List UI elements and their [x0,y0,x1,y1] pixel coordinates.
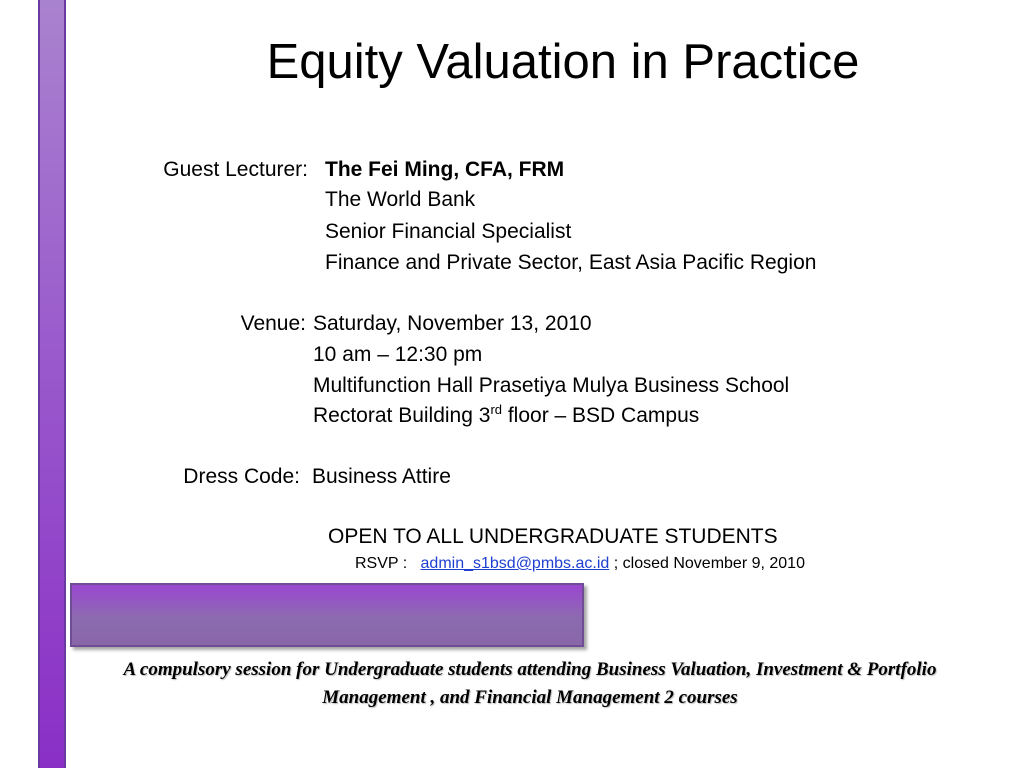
venue-building-prefix: Rectorat Building 3 [313,404,491,427]
rsvp-label: RSVP : [355,555,408,572]
venue-place: Multifunction Hall Prasetiya Mulya Business School [313,374,790,397]
venue-label: Venue: [240,312,306,335]
venue-building [313,402,699,430]
slide-title: Equity Valuation in Practice [266,35,860,89]
dress-code-value: Business Attire [312,465,451,488]
rsvp-closing: ; closed November 9, 2010 [613,555,805,572]
rsvp-email-link[interactable]: admin_s1bsd@pmbs.ac.id [420,555,610,572]
venue-time: 10 am – 12:30 pm [313,343,483,366]
compulsory-session-note: A compulsory session for Undergraduate students attending Business Valuation, Investment & Portfolio Management , and Financial Management 2 courses [123,659,937,708]
decorative-banner [70,583,584,647]
venue-building-superscript: rd [490,402,502,417]
lecturer-department: Finance and Private Sector, East Asia Pacific Region [325,251,817,274]
lecturer-name: The Fei Ming, CFA, FRM [325,158,565,181]
guest-lecturer-label: Guest Lecturer: [163,158,308,181]
lecturer-position: Senior Financial Specialist [325,220,572,243]
open-notice: OPEN TO ALL UNDERGRADUATE STUDENTS [328,525,778,548]
lecturer-organization: The World Bank [325,188,476,211]
sidebar-accent-bar [38,0,66,768]
rsvp-line [355,553,805,575]
dress-code-label: Dress Code: [183,465,300,488]
venue-date: Saturday, November 13, 2010 [313,312,592,335]
venue-building-suffix: floor – BSD Campus [502,404,700,427]
